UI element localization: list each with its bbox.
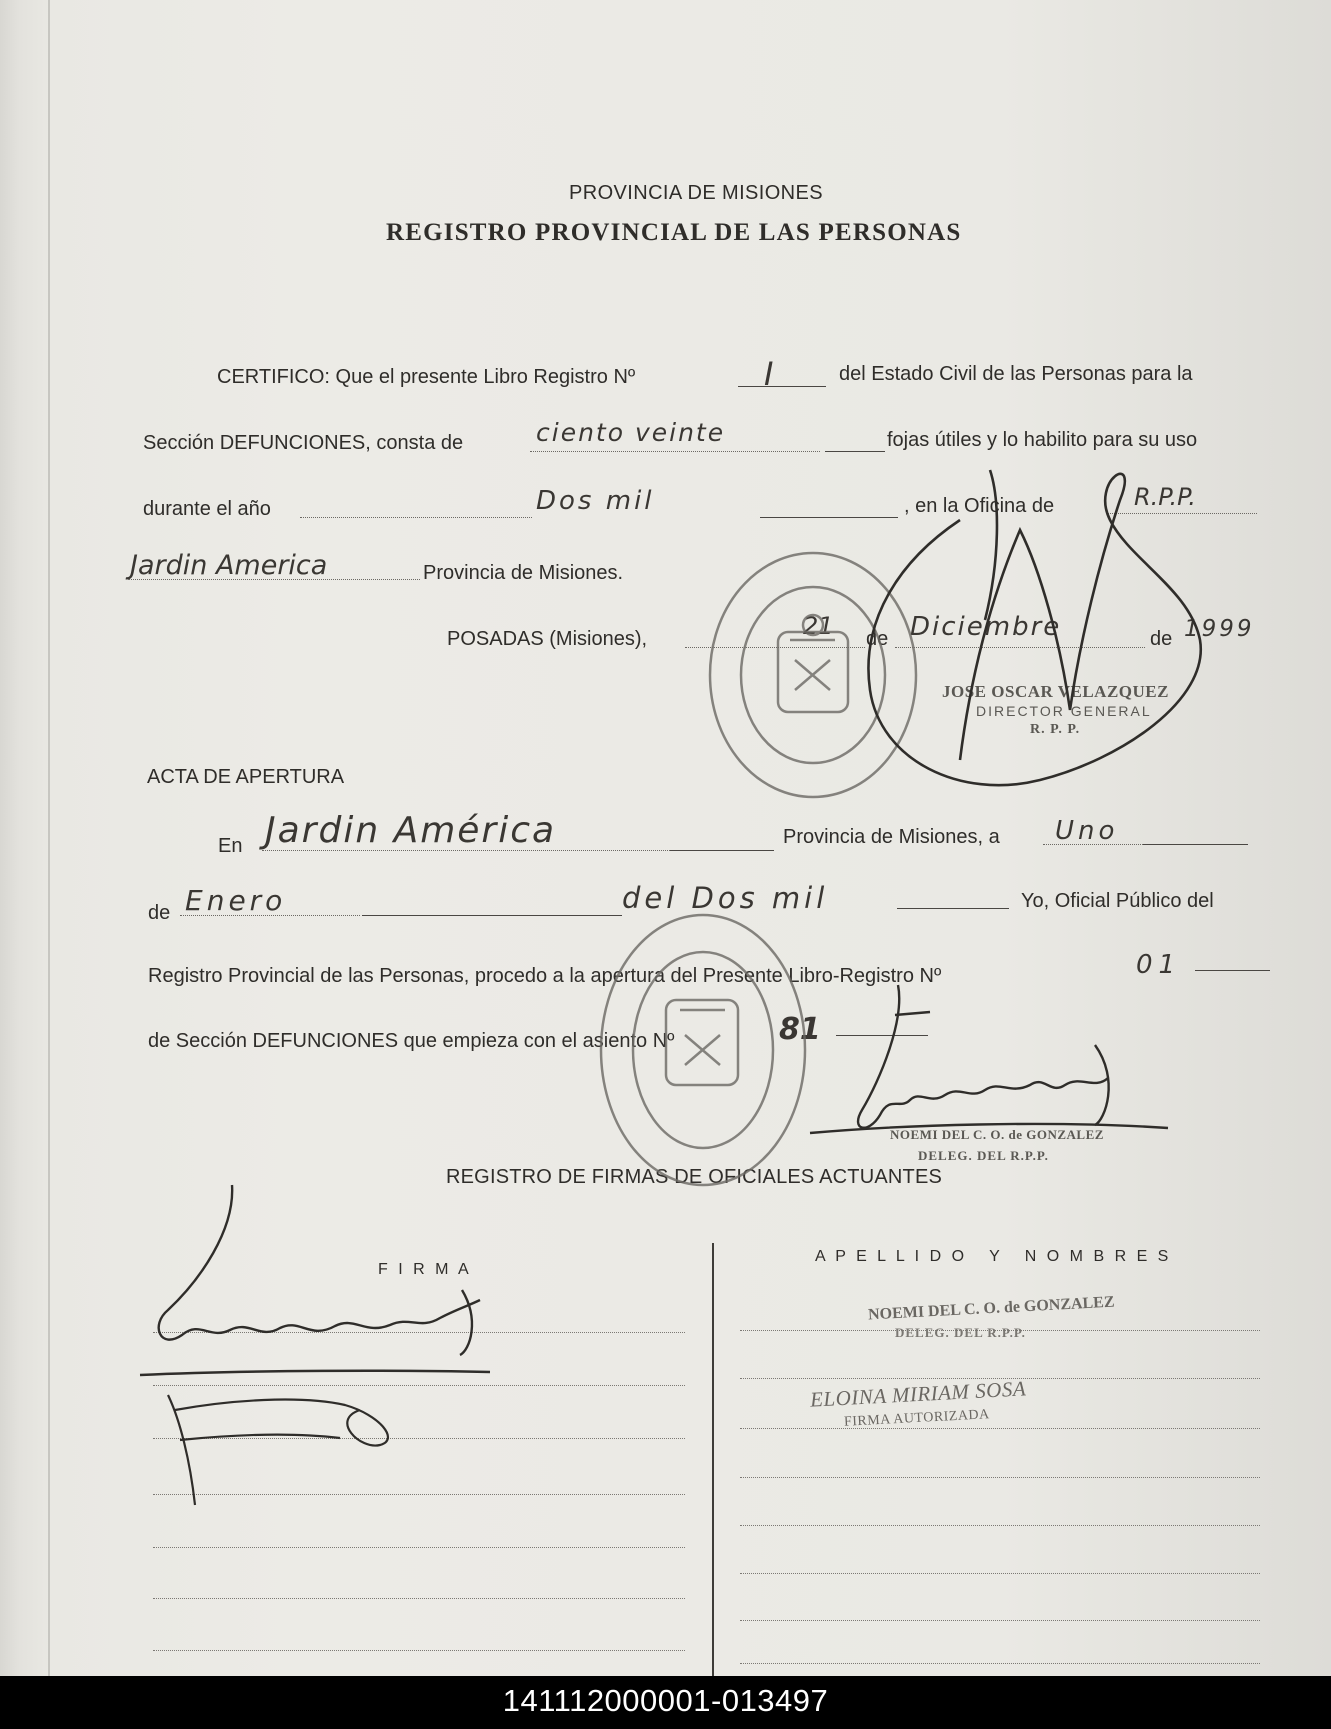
firma-signature-2-icon [168,1395,388,1505]
director-name: JOSE OSCAR VELAZQUEZ [942,682,1169,701]
acta-year-handwritten: del Dos mil [622,881,829,915]
posadas-text: POSADAS (Misiones), [447,628,648,650]
fojas-count-handwritten: ciento veinte [536,418,726,447]
provincia-text: Provincia de Misiones. [423,562,624,584]
durante-text: durante el año [143,498,271,520]
acta-registro-text: Registro Provincial de las Personas, procedo a la apertura del Presente Libro-Registro Nº [148,965,942,987]
entry-1-name: NOEMI DEL C. O. de GONZALEZ [867,1293,1115,1324]
acta-day-handwritten: Uno [1055,816,1119,846]
director-office: R. P. P. [1030,722,1081,737]
col-apellido-heading: A P E L L I D O Y N O M B R E S [815,1248,1172,1265]
acta-heading: ACTA DE APERTURA [147,766,345,788]
oficina-text: , en la Oficina de [904,495,1055,517]
director-signature-icon [868,470,1200,785]
oficina-handwritten: R.P.P. [1134,483,1196,511]
de-text-1: de [866,628,889,650]
document-code: 141112000001-013497 [502,1683,829,1718]
acta-de-label: de [148,902,171,924]
firma-signature-1-icon [140,1185,490,1375]
officer-stamp-line1: NOEMI DEL C. O. de GONZALEZ [890,1127,1104,1142]
officer-signature-icon [810,985,1168,1133]
year-signed-handwritten: 1999 [1184,616,1255,642]
officer-stamp-line2: DELEG. DEL R.P.P. [918,1148,1049,1163]
entry-2-role: FIRMA AUTORIZADA [843,1407,991,1430]
certifico-text: CERTIFICO: Que el presente Libro Registro Nº [217,366,636,388]
fojas-text: fojas útiles y lo habilito para su uso [887,429,1198,451]
registry-title: REGISTRO PROVINCIAL DE LAS PERSONAS [386,219,962,246]
col-firma-heading: F I R M A [378,1261,472,1278]
city-handwritten: Jardin America [130,550,328,581]
acta-provincia-label: Provincia de Misiones, a [783,826,1000,848]
estado-civil-text: del Estado Civil de las Personas para la [839,363,1193,385]
acta-seccion-text: de Sección DEFUNCIONES que empieza con el asiento Nº [148,1030,675,1052]
libro-numero-handwritten: I [764,355,774,393]
acta-libro-numero-handwritten: 01 [1136,950,1182,980]
province-heading: PROVINCIA DE MISIONES [569,182,824,204]
year-handwritten: Dos mil [536,486,655,516]
seal-registro-provincial-icon [710,553,916,797]
acta-oficial-text: Yo, Oficial Público del [1021,890,1214,912]
acta-en-label: En [218,835,243,857]
de-text-2: de [1150,628,1173,650]
entry-2-name: ELOINA MIRIAM SOSA [809,1376,1027,1412]
acta-asiento-handwritten: 81 [779,1012,821,1047]
acta-place-handwritten: Jardin América [265,810,557,851]
seal-delegacion-icon [601,915,805,1185]
firmas-heading: REGISTRO DE FIRMAS DE OFICIALES ACTUANTES [446,1166,943,1188]
day-handwritten: 21 [803,612,834,640]
month-handwritten: Diciembre [910,612,1062,642]
entry-1-role: DELEG. DEL R.P.P. [895,1325,1026,1340]
seccion-text: Sección DEFUNCIONES, consta de [143,432,464,454]
acta-month-handwritten: Enero [185,884,287,917]
director-role: DIRECTOR GENERAL [976,703,1152,719]
